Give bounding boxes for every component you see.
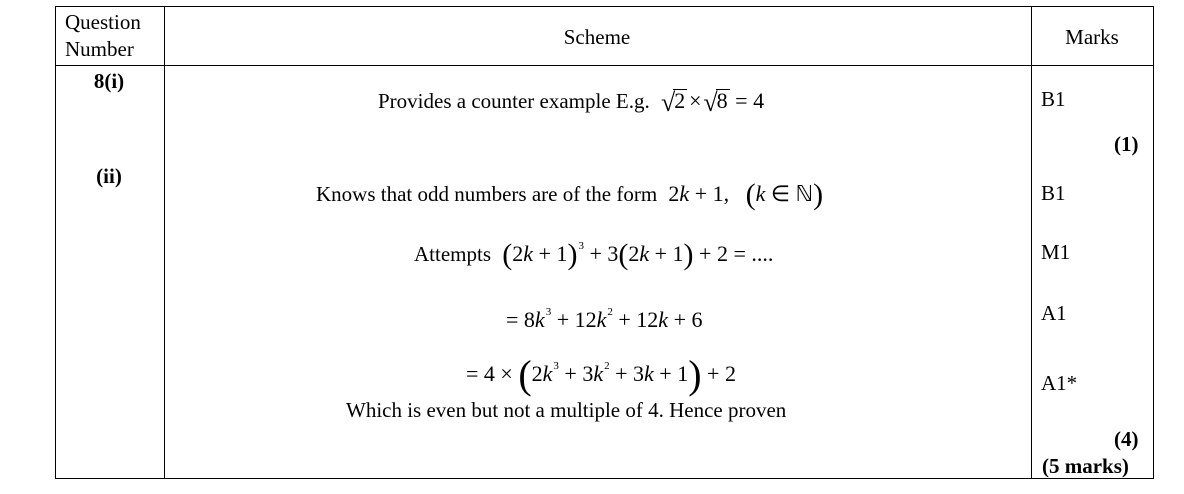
question-total: (5 marks) (1042, 454, 1129, 478)
part-ii-line2-math: $(2k + 1)^3 + 3(2k + 1) + 2$ = .... (502, 238, 774, 271)
part-i-line (378, 89, 764, 116)
header-divider (56, 65, 1153, 66)
part-ii-line3-math: = $8k^3 + 12k^2 + 12k + 6$ (506, 306, 703, 332)
part-ii-line3-mark: A1 (1041, 301, 1067, 325)
part-ii-line1-text: Knows that odd numbers are of the form (316, 182, 658, 206)
part-ii-subtotal: (4) (1114, 427, 1139, 451)
part-ii-line1-mark: B1 (1041, 181, 1066, 205)
part-i-subtotal: (1) (1114, 132, 1139, 156)
header-question-number-line1: Question (65, 10, 141, 34)
part-ii-line4-mark: A1* (1041, 371, 1078, 395)
part-i-mark: B1 (1041, 87, 1066, 111)
part-ii-line1 (316, 180, 823, 210)
header-scheme: Scheme (563, 25, 631, 49)
column-divider (164, 7, 165, 478)
column-divider (1031, 7, 1032, 478)
question-label-ii: (ii) (96, 164, 122, 188)
part-ii-line5-text: Which is even but not a multiple of 4. Hence proven (346, 398, 787, 422)
header-marks: Marks (1065, 25, 1119, 49)
part-ii-line4-math: = $4 \times (2k^3 + 3k^2 + 3k + 1) + 2$ (466, 352, 736, 397)
part-ii-line2-mark: M1 (1041, 240, 1071, 264)
part-i-text: Provides a counter example E.g. (378, 89, 650, 113)
part-ii-line2 (414, 240, 773, 270)
part-ii-line1-math: 2k + 1, (k ∈ ℕ) (668, 178, 824, 211)
part-i-math: √2 × √8 = 4 (661, 88, 765, 117)
part-ii-line2-text: Attempts (414, 242, 491, 266)
question-label-8i: 8(i) (93, 69, 125, 93)
header-question-number-line2: Number (65, 37, 134, 61)
